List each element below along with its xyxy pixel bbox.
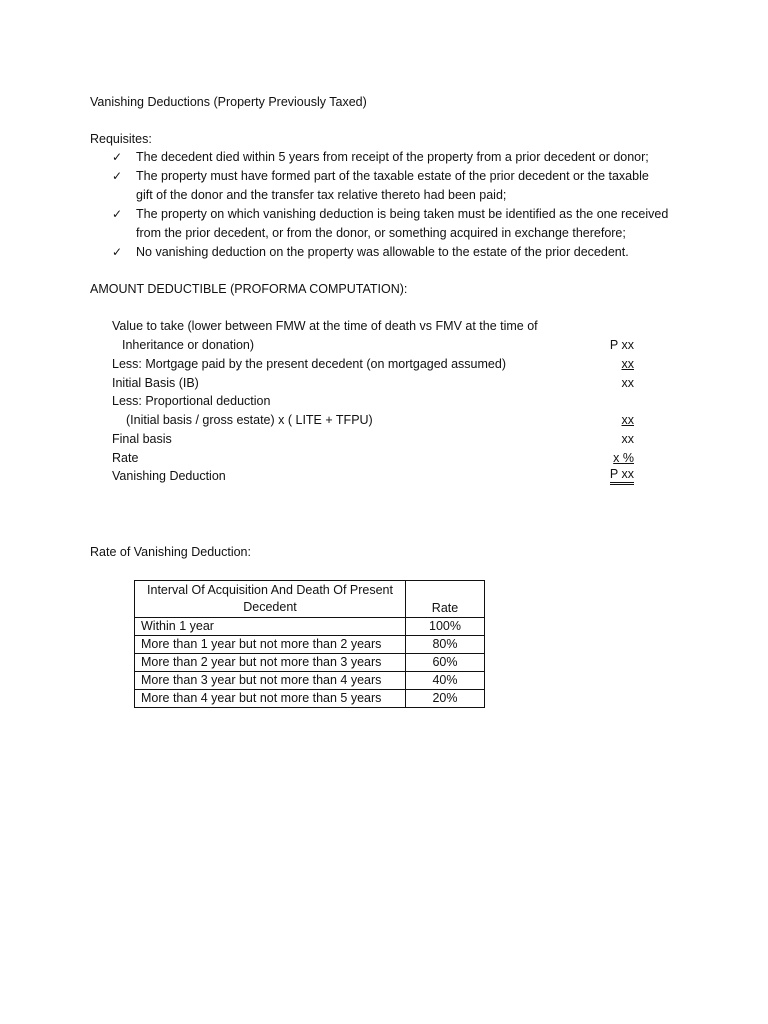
computation-amount: xx [621, 376, 634, 390]
rate-cell: 60% [406, 654, 485, 672]
interval-cell: Within 1 year [135, 618, 406, 636]
table-row [135, 672, 485, 690]
computation-amount: xx [621, 413, 634, 427]
checkmark-icon: ✓ [112, 169, 123, 183]
rate-cell: 80% [406, 636, 485, 654]
computation-amount: P xx [610, 467, 634, 485]
computation-row [112, 411, 634, 430]
rate-cell: 20% [406, 690, 485, 708]
interval-cell: More than 4 year but not more than 5 years [135, 690, 406, 708]
computation-label: Initial Basis (IB) [112, 376, 199, 390]
requisite-text: The property on which vanishing deduction is being taken must be identified as the one received [136, 207, 669, 221]
rate-cell: 40% [406, 672, 485, 690]
requisites-heading: Requisites: [90, 132, 152, 146]
interval-column-header [135, 581, 406, 618]
computation-row [112, 355, 634, 374]
computation-amount: xx [621, 357, 634, 371]
table-row [135, 636, 485, 654]
interval-cell: More than 3 year but not more than 4 years [135, 672, 406, 690]
computation-amount: P xx [609, 338, 634, 352]
computation-row [112, 430, 634, 449]
computation-row [112, 317, 634, 336]
interval-cell: More than 1 year but not more than 2 years [135, 636, 406, 654]
computation-label: Rate [112, 451, 139, 465]
requisite-text: No vanishing deduction on the property was allowable to the estate of the prior decedent. [136, 245, 629, 259]
computation-label: Less: Mortgage paid by the present decedent (on mortgaged assumed) [112, 357, 506, 371]
computation-label: (Initial basis / gross estate) x ( LITE + TFPU) [126, 413, 373, 427]
interval-cell: More than 2 year but not more than 3 years [135, 654, 406, 672]
table-row [135, 690, 485, 708]
table-row [135, 654, 485, 672]
interval-header-line: Decedent [243, 600, 297, 614]
table-row [135, 618, 485, 636]
computation-label: Vanishing Deduction [112, 469, 226, 483]
computation-label: Inheritance or donation) [122, 338, 255, 352]
computation-amount: x % [613, 451, 634, 465]
table-header-row [135, 581, 485, 618]
rate-heading: Rate of Vanishing Deduction: [90, 545, 251, 559]
requisite-text: gift of the donor and the transfer tax relative thereto had been paid; [136, 188, 507, 202]
computation-row [112, 392, 634, 411]
computation-label: Less: Proportional deduction [112, 394, 271, 408]
interval-header-line: Interval Of Acquisition And Death Of Present [147, 583, 393, 597]
rate-cell: 100% [406, 618, 485, 636]
computation-row [112, 467, 634, 486]
computation-row [112, 374, 634, 393]
computation-label: Final basis [112, 432, 172, 446]
computation-amount: xx [621, 432, 634, 446]
computation-row [112, 336, 634, 355]
rate-column-header: Rate [406, 581, 485, 618]
amount-deductible-heading: AMOUNT DEDUCTIBLE (PROFORMA COMPUTATION): [90, 282, 408, 296]
requisite-text: The property must have formed part of the taxable estate of the prior decedent or the taxable [136, 169, 649, 183]
checkmark-icon: ✓ [112, 207, 123, 221]
checkmark-icon: ✓ [112, 245, 123, 259]
requisite-text: The decedent died within 5 years from receipt of the property from a prior decedent or donor; [136, 150, 649, 164]
document-title: Vanishing Deductions (Property Previously Taxed) [90, 95, 367, 109]
rate-table [134, 580, 485, 708]
checkmark-icon: ✓ [112, 150, 123, 164]
computation-label: Value to take (lower between FMW at the time of death vs FMV at the time of [112, 319, 538, 333]
computation-row [112, 449, 634, 468]
requisite-text: from the prior decedent, or from the donor, or something acquired in exchange therefore; [136, 226, 626, 240]
